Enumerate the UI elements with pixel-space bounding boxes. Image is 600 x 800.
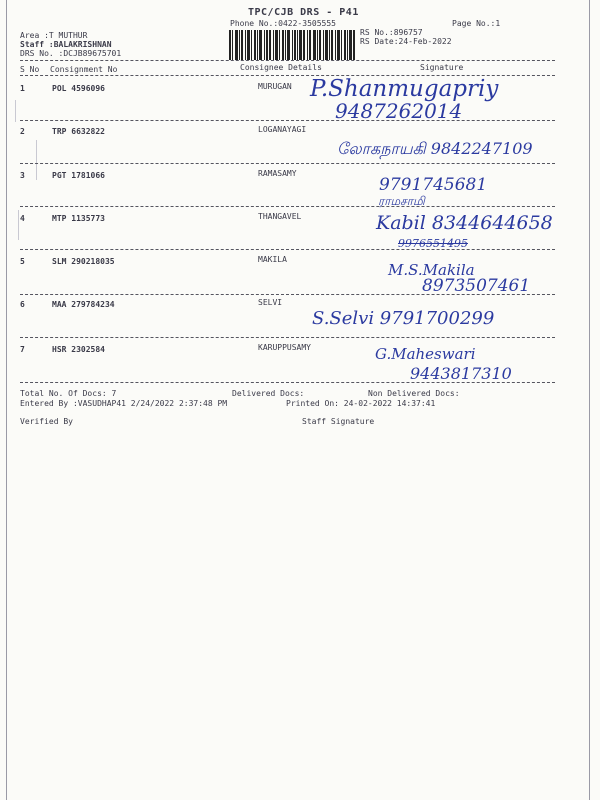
row-consignment: PGT 1781066 — [52, 171, 105, 180]
entered-by: Entered By :VASUDHAP41 2/24/2022 2:37:48 PM — [20, 399, 228, 408]
row-consignee: MAKILA — [258, 255, 287, 264]
row-sno: 3 — [20, 171, 25, 180]
header-divider — [20, 60, 555, 61]
row-signature-phone: 9487262014 — [335, 99, 463, 123]
row-consignee: RAMASAMY — [258, 169, 297, 178]
row-divider — [20, 294, 555, 295]
barcode — [229, 30, 356, 60]
row-consignment: MAA 279784234 — [52, 300, 115, 309]
rs-date: RS Date:24-Feb-2022 — [360, 37, 452, 46]
column-consignment: Consignment No — [50, 65, 118, 74]
row-consignee: MURUGAN — [258, 82, 292, 91]
scan-mark — [18, 210, 19, 240]
page-edge-left — [6, 0, 7, 800]
total-docs: Total No. Of Docs: 7 — [20, 389, 117, 398]
row-consignee: SELVI — [258, 298, 283, 307]
row-signature-struck-phone: 9976551495 — [398, 237, 468, 250]
row-divider — [20, 249, 555, 250]
row-divider — [20, 382, 555, 383]
document-title: TPC/CJB DRS - P41 — [248, 7, 359, 18]
non-delivered-docs: Non Delivered Docs: — [368, 389, 460, 398]
column-signature: Signature — [420, 63, 464, 72]
row-consignee: THANGAVEL — [258, 212, 302, 221]
row-divider — [20, 206, 555, 207]
column-sno: S No — [20, 65, 40, 74]
scan-mark — [15, 100, 16, 122]
drs-number: DRS No. :DCJB89675701 — [20, 49, 122, 58]
staff-name: Staff :BALAKRISHNAN — [20, 40, 112, 49]
row-signature-phone: 9791745681 — [379, 175, 488, 195]
column-consignee: Consignee Details — [240, 63, 322, 72]
area-label: Area :T MUTHUR — [20, 31, 88, 40]
row-sno: 4 — [20, 214, 25, 223]
row-consignee: LOGANAYAGI — [258, 125, 307, 134]
row-signature-phone: 8973507461 — [422, 276, 531, 296]
printed-on: Printed On: 24-02-2022 14:37:41 — [286, 399, 436, 408]
row-consignee: KARUPPUSAMY — [258, 343, 311, 352]
row-signature: M.S.Makila — [388, 261, 475, 279]
row-signature: Kabil 8344644658 — [376, 212, 553, 234]
rs-number: RS No.:896757 — [360, 28, 423, 37]
row-signature-phone: 9443817310 — [410, 364, 512, 383]
scan-mark — [36, 140, 37, 180]
row-consignment: TRP 6632822 — [52, 127, 105, 136]
row-sno: 7 — [20, 345, 25, 354]
phone-number: Phone No.:0422-3505555 — [230, 19, 336, 28]
row-sno: 5 — [20, 257, 25, 266]
verified-by: Verified By — [20, 417, 73, 426]
row-sno: 2 — [20, 127, 25, 136]
row-sno: 6 — [20, 300, 25, 309]
row-signature: P.Shanmugapriy — [310, 76, 499, 102]
row-consignment: POL 4596096 — [52, 84, 105, 93]
row-signature: S.Selvi 9791700299 — [312, 308, 495, 329]
row-consignment: HSR 2302584 — [52, 345, 105, 354]
row-consignment: MTP 1135773 — [52, 214, 105, 223]
row-divider — [20, 337, 555, 338]
staff-signature: Staff Signature — [302, 417, 375, 426]
row-signature: ராமசாமி — [378, 194, 425, 208]
page-number: Page No.:1 — [452, 19, 501, 28]
row-divider — [20, 163, 555, 164]
row-signature: லோகநாயகி 9842247109 — [337, 139, 533, 158]
row-divider — [20, 120, 555, 121]
row-consignment: SLM 290218035 — [52, 257, 115, 266]
page-edge-right — [589, 0, 590, 800]
row-signature: G.Maheswari — [375, 345, 476, 363]
delivered-docs: Delivered Docs: — [232, 389, 305, 398]
row-sno: 1 — [20, 84, 25, 93]
